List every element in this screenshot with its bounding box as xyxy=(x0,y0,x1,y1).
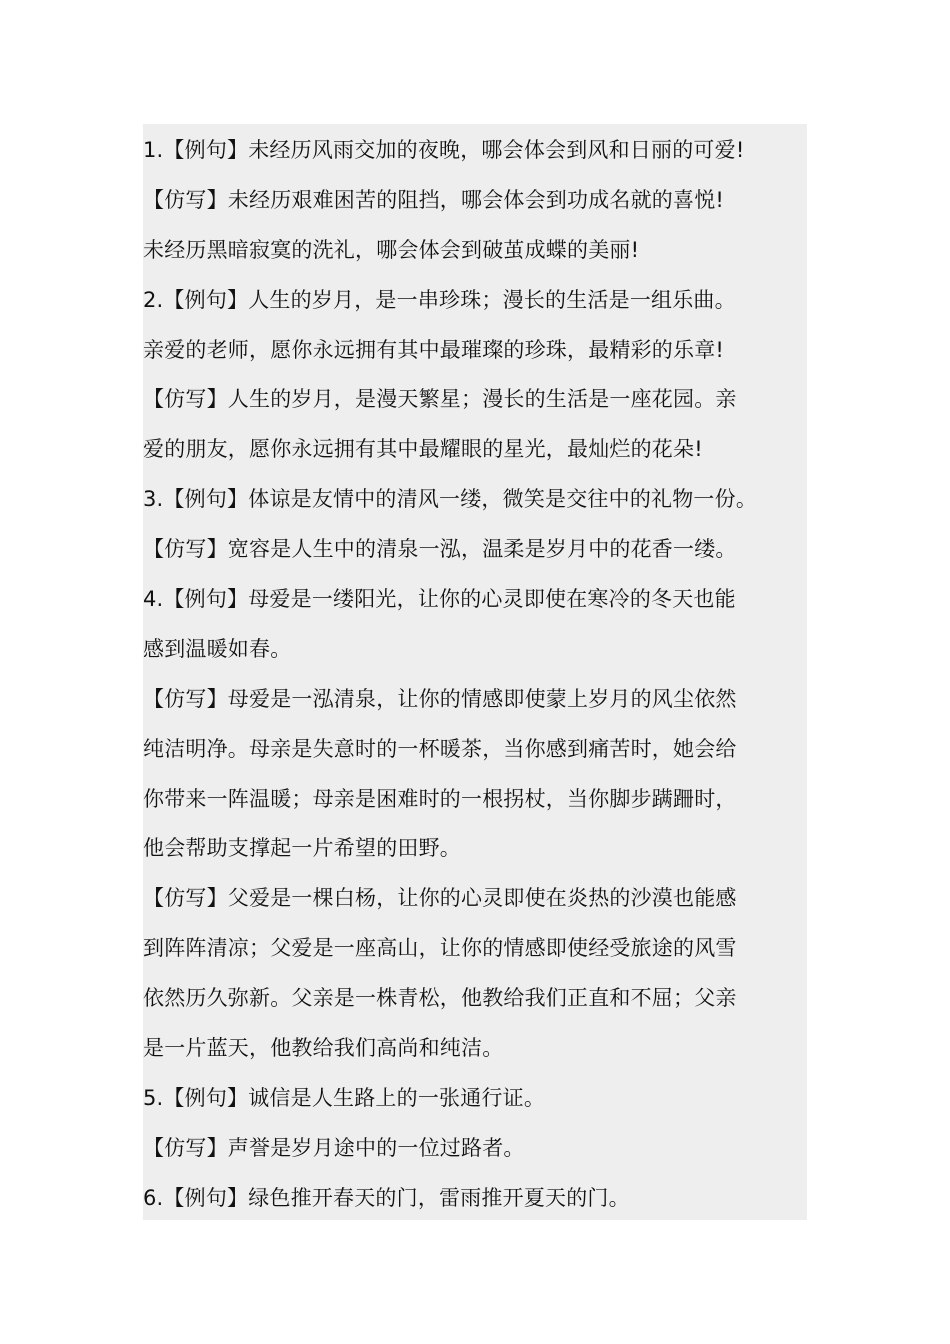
text-line: 2.【例句】人生的岁月，是一串珍珠；漫长的生活是一组乐曲。 xyxy=(143,287,736,312)
text-line: 是一片蓝天，他教给我们高尚和纯洁。 xyxy=(143,1036,504,1061)
text-line: 1.【例句】未经历风雨交加的夜晚，哪会体会到风和日丽的可爱! xyxy=(143,138,745,162)
text-line: 亲爱的老师，愿你永远拥有其中最璀璨的珍珠，最精彩的乐章! xyxy=(143,337,725,362)
text-line: 【仿写】母爱是一泓清泉，让你的情感即使蒙上岁月的风尘依然 xyxy=(143,686,737,711)
text-line: 3.【例句】体谅是友情中的清风一缕，微笑是交往中的礼物一份。 xyxy=(143,487,758,512)
text-line: 4.【例句】母爱是一缕阳光，让你的心灵即使在寒冷的冬天也能 xyxy=(143,587,736,612)
text-line: 【仿写】未经历艰难困苦的阻挡，哪会体会到功成名就的喜悦! xyxy=(143,187,725,212)
text-line: 依然历久弥新。父亲是一株青松，他教给我们正直和不屈；父亲 xyxy=(143,986,737,1011)
text-line: 他会帮助支撑起一片希望的田野。 xyxy=(143,836,461,861)
text-line: 未经历黑暗寂寞的洗礼，哪会体会到破茧成蝶的美丽! xyxy=(143,237,640,262)
text-line: 你带来一阵温暖；母亲是困难时的一根拐杖，当你脚步蹒跚时， xyxy=(143,786,737,811)
text-line: 爱的朋友，愿你永远拥有其中最耀眼的星光，最灿烂的花朵! xyxy=(143,437,703,462)
text-line: 纯洁明净。母亲是失意时的一杯暖茶，当你感到痛苦时，她会给 xyxy=(143,736,737,761)
text-block xyxy=(143,124,807,1220)
text-line: 【仿写】父爱是一棵白杨，让你的心灵即使在炎热的沙漠也能感 xyxy=(143,886,737,911)
text-line: 到阵阵清凉；父爱是一座高山，让你的情感即使经受旅途的风雪 xyxy=(143,936,737,961)
text-line: 【仿写】声誉是岁月途中的一位过路者。 xyxy=(143,1135,525,1160)
text-line: 5.【例句】诚信是人生路上的一张通行证。 xyxy=(143,1085,546,1110)
text-line: 感到温暖如春。 xyxy=(143,636,292,661)
text-line: 6.【例句】绿色推开春天的门，雷雨推开夏天的门。 xyxy=(143,1185,630,1210)
text-line: 【仿写】宽容是人生中的清泉一泓，温柔是岁月中的花香一缕。 xyxy=(143,537,737,562)
text-line: 【仿写】人生的岁月，是漫天繁星；漫长的生活是一座花园。亲 xyxy=(143,387,737,412)
